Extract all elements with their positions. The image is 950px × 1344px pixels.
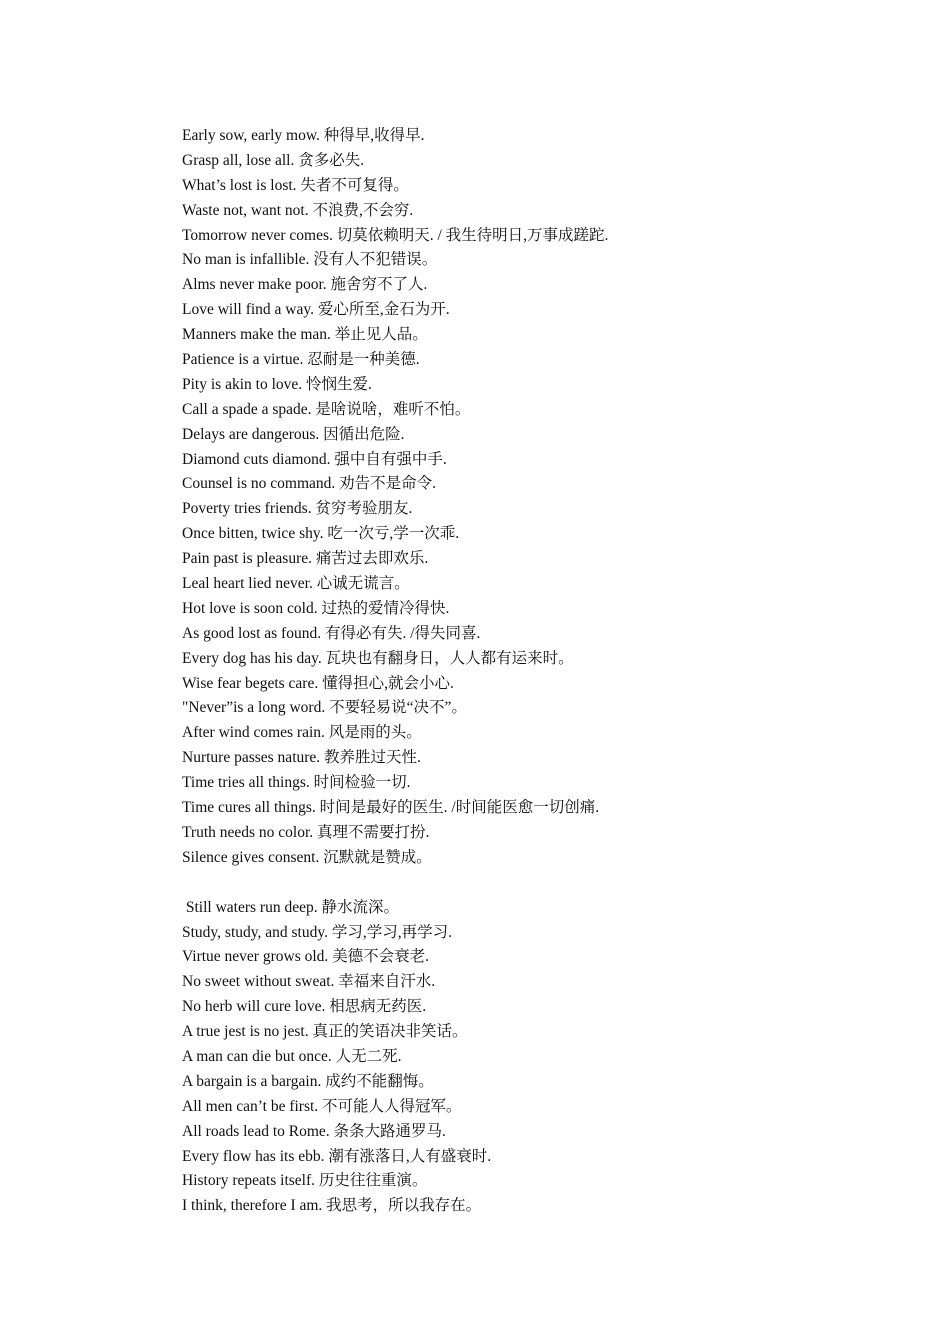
proverb-line: I think, therefore I am. 我思考，所以我存在。: [182, 1197, 482, 1215]
proverb-line: Nurture passes nature. 教养胜过天性.: [182, 749, 421, 767]
proverb-line: Every dog has his day. 瓦块也有翻身日，人人都有运来时。: [182, 649, 574, 667]
proverb-line: All men can’t be first. 不可能人人得冠军。: [182, 1097, 462, 1115]
proverb-line: Waste not, want not. 不浪费,不会穷.: [182, 201, 414, 219]
proverb-line: Wise fear begets care. 懂得担心,就会小心.: [182, 674, 454, 692]
proverb-line: After wind comes rain. 风是雨的头。: [182, 724, 422, 742]
proverb-line: History repeats itself. 历史往往重演。: [182, 1172, 428, 1190]
proverb-line: Study, study, and study. 学习,学习,再学习.: [182, 923, 452, 941]
proverb-line: Still waters run deep. 静水流深。: [182, 898, 399, 916]
proverb-line: Pity is akin to love. 怜悯生爱.: [182, 375, 372, 393]
proverb-line: As good lost as found. 有得必有失. /得失同喜.: [182, 624, 481, 642]
proverb-line: Love will find a way. 爱心所至,金石为开.: [182, 301, 450, 319]
proverb-line: Truth needs no color. 真理不需要打扮.: [182, 823, 430, 841]
proverb-line: Call a spade a spade. 是啥说啥，难听不怕。: [182, 400, 471, 418]
proverb-line: No man is infallible. 没有人不犯错误。: [182, 251, 438, 269]
proverb-line: Manners make the man. 举止见人品。: [182, 326, 428, 344]
proverb-line: Tomorrow never comes. 切莫依赖明天. / 我生待明日,万事成蹉跎.: [182, 226, 609, 244]
proverb-line: Time tries all things. 时间检验一切.: [182, 774, 411, 792]
proverb-line: Delays are dangerous. 因循出危险.: [182, 425, 405, 443]
proverb-line: No herb will cure love. 相思病无药医.: [182, 998, 427, 1016]
proverb-line: Alms never make poor. 施舍穷不了人.: [182, 276, 428, 294]
proverb-line: Silence gives consent. 沉默就是赞成。: [182, 848, 432, 866]
proverb-line: No sweet without sweat. 幸福来自汗水.: [182, 973, 436, 991]
proverb-line: Time cures all things. 时间是最好的医生. /时间能医愈一切创痛.: [182, 799, 600, 817]
proverb-line: Grasp all, lose all. 贪多必失.: [182, 151, 365, 169]
proverb-line: Once bitten, twice shy. 吃一次亏,学一次乖.: [182, 525, 460, 543]
proverb-line: "Never”is a long word. 不要轻易说“决不”。: [182, 699, 467, 717]
proverb-line: Patience is a virtue. 忍耐是一种美德.: [182, 351, 420, 369]
proverb-line: Diamond cuts diamond. 强中自有强中手.: [182, 450, 447, 468]
proverb-line: Pain past is pleasure. 痛苦过去即欢乐.: [182, 550, 429, 568]
proverb-line: What’s lost is lost. 失者不可复得。: [182, 176, 409, 194]
proverb-list: [182, 124, 882, 1219]
proverb-line: Virtue never grows old. 美德不会衰老.: [182, 948, 430, 966]
proverb-line: Hot love is soon cold. 过热的爱情冷得快.: [182, 599, 450, 617]
proverb-line: Counsel is no command. 劝告不是命令.: [182, 475, 437, 493]
proverb-line: Every flow has its ebb. 潮有涨落日,人有盛衰时.: [182, 1147, 492, 1165]
proverb-line: All roads lead to Rome. 条条大路通罗马.: [182, 1122, 446, 1140]
proverb-line: A bargain is a bargain. 成约不能翻悔。: [182, 1072, 434, 1090]
proverb-line: A true jest is no jest. 真正的笑语决非笑话。: [182, 1023, 468, 1041]
proverb-line: Early sow, early mow. 种得早,收得早.: [182, 127, 425, 144]
proverb-line: A man can die but once. 人无二死.: [182, 1047, 402, 1065]
proverb-line: Poverty tries friends. 贫穷考验朋友.: [182, 500, 413, 518]
proverb-line: Leal heart lied never. 心诚无谎言。: [182, 575, 410, 593]
paragraph-break: [182, 871, 882, 896]
